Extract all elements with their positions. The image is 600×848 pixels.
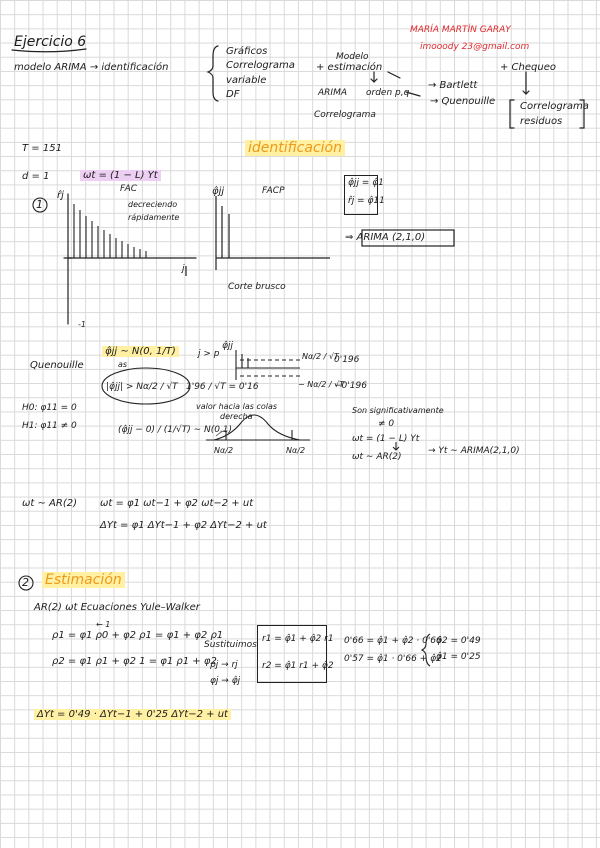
brace-item-variable: variable: [226, 75, 267, 86]
t-equation: T = 151: [22, 143, 62, 154]
arima-result: ⇒ ARIMA (2,1,0): [345, 232, 426, 243]
intro-arrow-down-1: [371, 72, 377, 82]
modelo-label: Modelo: [336, 52, 369, 62]
arima-label: ARIMA: [318, 88, 347, 98]
brace-item-correlograma: Correlograma: [226, 60, 295, 71]
bound-neg: − Nα/2 / √T: [298, 380, 345, 389]
author-email: imooody 23@gmail.com: [420, 42, 530, 52]
numeric-eq2: 0'57 = φ̂1 · 0'66 + φ̂2: [344, 654, 442, 664]
phi-axis-2: φ̂jj: [222, 341, 233, 351]
hypothesis-h1: H1: φ11 ≠ 0: [22, 421, 77, 431]
final-model: ΔYt = 0'49 · ΔYt−1 + 0'25 ΔYt−2 + ut: [34, 709, 231, 720]
bound-pos-value: 0'196: [334, 355, 360, 365]
ar2-eq1: ωt = φ1 ωt−1 + φ2 ωt−2 + ut: [100, 498, 254, 509]
bound-neg-value: −0'196: [334, 381, 367, 391]
corr-bracket-left: [510, 100, 514, 128]
tail-note-2: derecha: [220, 412, 253, 421]
standardized-stat: (φ̂jj − 0) / (1/√T) ∼ N(0,1): [118, 425, 233, 435]
facp-note: Corte brusco: [228, 282, 286, 292]
tick-neg-one: -1: [78, 320, 86, 329]
corr-residuos-2: residuos: [520, 116, 563, 127]
j-axis-label: j: [182, 264, 185, 274]
bound-pos: Nα/2 / √T: [302, 352, 339, 361]
rho-sub: ρj → rj: [210, 660, 238, 670]
fac-note-1: decreciendo: [128, 200, 178, 209]
d-equation: d = 1: [22, 171, 50, 182]
fac-note-2: rápidamente: [128, 213, 180, 222]
phi1-result: φ̂1 = 0'25: [436, 652, 481, 662]
ar2-eq2: ΔYt = φ1 ΔYt−1 + φ2 ΔYt−2 + ut: [100, 520, 267, 531]
n-left-label: Nα/2: [214, 446, 234, 455]
chequeo-label: + Chequeo: [500, 62, 556, 73]
brace-item-graficos: Gráficos: [226, 46, 268, 57]
rj-axis-label: r̂j: [57, 190, 64, 201]
wt-definition: ωt = (1 − L) Yt: [80, 170, 161, 181]
fac-label: FAC: [120, 184, 138, 194]
estimacion-label: + estimación: [316, 62, 383, 73]
yw-eq1: ρ1 = φ1 ρ0 + φ2 ρ1 = φ1 + φ2 ρ1: [52, 630, 224, 641]
quenouille-jp: j > p: [198, 349, 220, 359]
circle-number-1: 1: [36, 198, 43, 211]
orden-label: orden p,q: [366, 88, 410, 98]
yw-eq2: ρ2 = φ1 ρ1 + φ2 1 = φ1 ρ1 + φ2: [52, 656, 217, 667]
section-identificacion-heading: identificación: [245, 140, 345, 156]
intro-line: modelo ARIMA → identificación: [14, 62, 169, 73]
section-estimacion-heading: Estimación: [42, 572, 125, 588]
significance-note-2: ≠ 0: [378, 419, 395, 429]
phi2-result: φ̂2 = 0'49: [436, 636, 481, 646]
intro-brace: [208, 46, 218, 101]
correlograma-label: Correlograma: [314, 110, 376, 120]
yule-walker-line: AR(2) ωt Ecuaciones Yule–Walker: [34, 602, 200, 613]
phi-rj-box-line2: r̂j = φ̂11: [348, 196, 385, 206]
bartlett-label: → Bartlett: [428, 80, 478, 91]
corr-residuos-1: Correlograma: [520, 101, 589, 112]
brace-item-df: DF: [226, 89, 240, 100]
chequeo-arrow: [523, 72, 529, 94]
wt-def-2: ωt = (1 − L) Yt: [352, 434, 420, 444]
exercise-title: Ejercicio 6: [14, 34, 87, 50]
facp-label: FACP: [262, 186, 285, 196]
quenouille-value: 1'96 / √T = 0'16: [186, 382, 259, 392]
quenouille-heading: Quenouille: [30, 360, 84, 371]
tail-note: valor hacia las colas: [196, 402, 278, 411]
phi-rj-box-line1: φ̂jj = φ̂1: [348, 178, 384, 188]
phi-axis-label: φ̂jj: [212, 186, 225, 197]
significance-note: Son significativamente: [352, 406, 444, 415]
rho-top-note: ← 1: [96, 620, 111, 629]
quenouille-distribution: φ̂jj ∼ N(0, 1/T): [102, 346, 179, 357]
ar2-head: ωt ∼ AR(2): [22, 498, 77, 509]
sample-yw-eq1: r1 = φ̂1 + φ̂2 r1: [262, 634, 334, 644]
section-2-number: 2: [22, 576, 29, 589]
hypothesis-h0: H0: φ11 = 0: [22, 403, 77, 413]
author-name: MARÍA MARTÍN GARAY: [410, 25, 511, 35]
n-right-label: Nα/2: [286, 446, 306, 455]
numeric-eq1: 0'66 = φ̂1 + φ̂2 · 0'66: [344, 636, 442, 646]
wt-ar2: ωt ∼ AR(2): [352, 452, 402, 462]
sustituimos-label: Sustituimos: [204, 640, 257, 650]
sample-yw-eq2: r2 = φ̂1 r1 + φ̂2: [262, 661, 334, 671]
quenouille-as: as: [118, 360, 128, 369]
yt-arima-result: → Yt ∼ ARIMA(2,1,0): [428, 446, 520, 456]
phi-sub: φj → φ̂j: [210, 676, 241, 686]
intro-arrow-2: [388, 72, 400, 78]
quenouille-label: → Quenouille: [430, 96, 496, 107]
quenouille-condition: |φ̂jj| > Nα/2 / √T: [106, 382, 178, 392]
